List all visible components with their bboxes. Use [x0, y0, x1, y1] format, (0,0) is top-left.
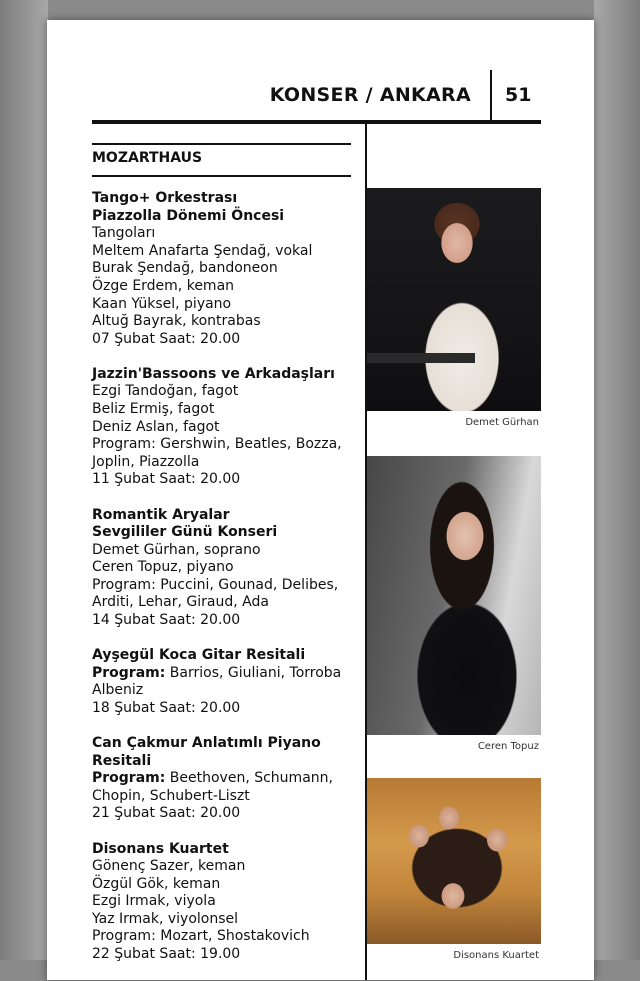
detail-text: Program: Mozart, Shostakovich: [92, 928, 310, 945]
detail-text: Gönenç Sazer, keman: [92, 858, 246, 875]
photo-demet-gurhan: [367, 188, 541, 428]
event-title: Jazzin'Bassoons ve Arkadaşları: [92, 365, 335, 382]
detail-text: Yaz Irmak, viyolonsel: [92, 910, 239, 927]
detail-text: 14 Şubat Saat: 20.00: [92, 612, 241, 629]
event-detail-line: [92, 682, 357, 700]
event-item: [92, 190, 357, 348]
detail-text: Altuğ Bayrak, kontrabas: [92, 313, 261, 330]
event-detail-line: [92, 296, 357, 314]
event-title: Romantik Aryalar: [92, 506, 230, 523]
detail-text: 21 Şubat Saat: 20.00: [92, 805, 241, 822]
event-detail-line: [92, 876, 357, 894]
piano-shape: [367, 353, 475, 363]
detail-text: Program: Puccini, Gounad, Delibes,: [92, 576, 339, 593]
venue-heading: MOZARTHAUS: [92, 150, 203, 166]
event-detail-line: [92, 788, 357, 806]
detail-text: Tangoları: [92, 225, 156, 242]
detail-text: Burak Şendağ, bandoneon: [92, 260, 278, 277]
detail-text: Arditi, Lehar, Giraud, Ada: [92, 594, 269, 611]
event-title: Disonans Kuartet: [92, 840, 229, 857]
event-list: [92, 190, 357, 981]
event-detail-line: [92, 260, 357, 278]
detail-text: Demet Gürhan, soprano: [92, 541, 261, 558]
event-detail-line: [92, 331, 357, 349]
event-detail-line: [92, 542, 357, 560]
photo-disonans-kuartet: [367, 778, 541, 961]
detail-text: Beethoven, Schumann,: [165, 770, 333, 787]
detail-text: Kaan Yüksel, piyano: [92, 295, 232, 312]
detail-text: Deniz Aslan, fagot: [92, 418, 220, 435]
event-title: Can Çakmur Anlatımlı Piyano: [92, 735, 321, 752]
detail-text: Meltem Anafarta Şendağ, vokal: [92, 242, 313, 259]
photo-caption: Disonans Kuartet: [453, 950, 539, 961]
event-detail-line: [92, 911, 357, 929]
event-detail-line: [92, 419, 357, 437]
detail-text: 07 Şubat Saat: 20.00: [92, 330, 241, 347]
event-detail-line: [92, 225, 357, 243]
event-item: [92, 366, 357, 489]
event-detail-line: [92, 893, 357, 911]
event-detail-line: [92, 401, 357, 419]
event-detail-line: [92, 436, 357, 454]
detail-text: Joplin, Piazzolla: [92, 453, 200, 470]
photo-caption: Ceren Topuz: [477, 741, 539, 752]
photo-ceren-topuz: [367, 456, 541, 752]
event-detail-line: [92, 243, 357, 261]
program-label: Program:: [92, 664, 166, 681]
event-title: Sevgililer Günü Konseri: [92, 524, 278, 541]
event-detail-line: [92, 858, 357, 876]
event-detail-line: [92, 665, 357, 683]
header-rule: [92, 120, 541, 124]
event-detail-line: [92, 313, 357, 331]
detail-text: Ceren Topuz, piyano: [92, 559, 234, 576]
portrait-image: [367, 188, 541, 411]
event-item: [92, 507, 357, 630]
event-item: [92, 647, 357, 717]
detail-text: Özge Erdem, keman: [92, 277, 235, 294]
event-detail-line: [92, 454, 357, 472]
detail-text: Özgül Gök, keman: [92, 875, 221, 892]
event-detail-line: [92, 805, 357, 823]
event-detail-line: [92, 278, 357, 296]
detail-text: Albeniz: [92, 682, 144, 699]
event-detail-line: [92, 700, 357, 718]
section-title: KONSER / ANKARA: [269, 84, 471, 106]
background-left: [0, 0, 48, 960]
event-item: [92, 841, 357, 964]
detail-text: 22 Şubat Saat: 19.00: [92, 946, 241, 963]
event-title: Tango+ Orkestrası: [92, 190, 238, 206]
event-detail-line: [92, 612, 357, 630]
portrait-image: [367, 456, 541, 735]
event-detail-line: [92, 471, 357, 489]
detail-text: 18 Şubat Saat: 20.00: [92, 699, 241, 716]
photo-caption: Demet Gürhan: [465, 417, 539, 428]
event-title: Resitali: [92, 752, 152, 769]
detail-text: Chopin, Schubert-Liszt: [92, 787, 250, 804]
background-right: [594, 0, 640, 960]
event-title: Piazzolla Dönemi Öncesi: [92, 207, 285, 224]
venue-rule-top: [92, 143, 351, 145]
program-label: Program:: [92, 770, 166, 787]
magazine-page[interactable]: [47, 20, 594, 980]
event-detail-line: [92, 928, 357, 946]
detail-text: Ezgi Tandoğan, fagot: [92, 383, 239, 400]
detail-text: Beliz Ermiş, fagot: [92, 401, 215, 418]
detail-text: 11 Şubat Saat: 20.00: [92, 471, 241, 488]
event-title: Ayşegül Koca Gitar Resitali: [92, 647, 306, 664]
event-detail-line: [92, 577, 357, 595]
detail-text: Barrios, Giuliani, Torroba: [165, 664, 342, 681]
event-detail-line: [92, 559, 357, 577]
event-item: [92, 735, 357, 823]
group-image: [367, 778, 541, 944]
page-number: 51: [505, 84, 532, 106]
venue-rule-bottom: [92, 175, 351, 177]
event-detail-line: [92, 946, 357, 964]
event-detail-line: [92, 770, 357, 788]
header-divider: [490, 70, 492, 122]
event-detail-line: [92, 594, 357, 612]
detail-text: Ezgi Irmak, viyola: [92, 893, 216, 910]
detail-text: Program: Gershwin, Beatles, Bozza,: [92, 436, 342, 453]
event-detail-line: [92, 383, 357, 401]
